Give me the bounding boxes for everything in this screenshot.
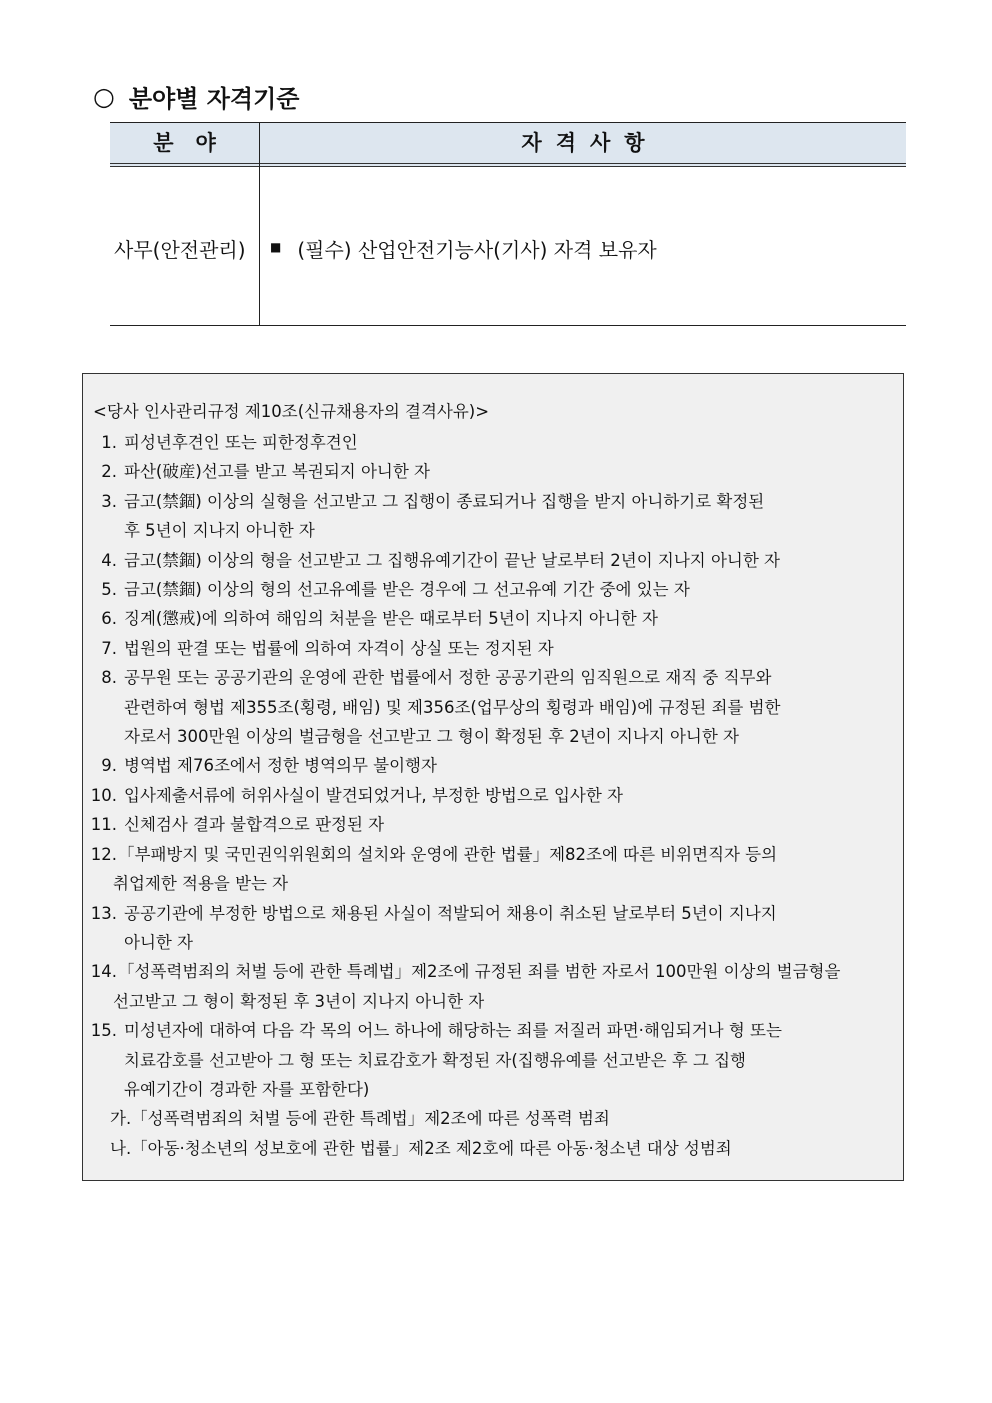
list-item-text: 아니한 자 xyxy=(124,932,194,952)
list-item-number: 14. xyxy=(90,962,117,982)
list-item-text: 「성폭력범죄의 처벌 등에 관한 특례법」제2조에 규정된 죄를 범한 자로서 100만원 이상의 벌금형을 xyxy=(118,962,841,982)
list-item-text: 피성년후견인 또는 피한정후견인 xyxy=(124,433,358,452)
list-item-text: 미성년자에 대하여 다음 각 목의 어느 하나에 해당하는 죄를 저질러 파면·해임되거나 형 또는 xyxy=(124,1021,782,1041)
list-item-number: 3. xyxy=(101,491,117,511)
list-item xyxy=(83,840,903,899)
list-item-text: 공무원 또는 공공기관의 운영에 관한 법률에서 정한 공공기관의 임직원으로 재직 중 직무와 xyxy=(124,668,772,688)
list-item xyxy=(83,663,903,751)
list-item-text: 자로서 300만원 이상의 벌금형을 선고받고 그 형이 확정된 후 2년이 지나지 아니한 자 xyxy=(124,727,739,747)
list-item-text: 병역법 제76조에서 정한 병역의무 불이행자 xyxy=(124,756,437,776)
list-item-text: 관련하여 형법 제355조(횡령, 배임) 및 제356조(업무상의 횡령과 배임)에 규정된 죄를 범한 xyxy=(124,697,781,717)
list-item-text: 입사제출서류에 허위사실이 발견되었거나, 부정한 방법으로 입사한 자 xyxy=(124,785,623,805)
list-item-text: 취업제한 적용을 받는 자 xyxy=(113,874,289,894)
list-item xyxy=(83,575,903,604)
list-item xyxy=(83,810,903,839)
section-heading xyxy=(93,76,299,116)
sub-list-item: 나.「아동·청소년의 성보호에 관한 법률」제2조 제2호에 따른 아동·청소년 대상 성범죄 xyxy=(110,1138,732,1158)
list-item-number: 2. xyxy=(101,462,117,482)
list-item xyxy=(83,1016,903,1104)
column-divider xyxy=(259,123,260,325)
list-item xyxy=(83,751,903,780)
list-item-text: 법원의 판결 또는 법률에 의하여 자격이 상실 또는 정지된 자 xyxy=(124,638,554,658)
list-item-text: 금고(禁錮) 이상의 형의 선고유예를 받은 경우에 그 선고유예 기간 중에 있는 자 xyxy=(124,580,690,600)
list-item-number: 7. xyxy=(101,638,117,658)
list-item-text: 공공기관에 부정한 방법으로 채용된 사실이 적발되어 채용이 취소된 날로부터 5년이 지나지 xyxy=(124,903,777,923)
header-requirements: 자격사항 xyxy=(521,131,659,155)
list-item xyxy=(83,457,903,486)
circle-bullet-icon: ○ xyxy=(93,81,115,111)
list-item-text: 금고(禁錮) 이상의 실형을 선고받고 그 집행이 종료되거나 집행을 받지 아니하기로 확정된 xyxy=(124,491,765,511)
list-item-text: 선고받고 그 형이 확정된 후 3년이 지나지 아니한 자 xyxy=(113,991,485,1011)
list-item xyxy=(83,634,903,663)
list-item-number: 9. xyxy=(101,756,117,776)
section-title: 분야별 자격기준 xyxy=(128,83,300,113)
list-item-text: 「부패방지 및 국민권익위원회의 설치와 운영에 관한 법률」제82조에 따른 비위면직자 등의 xyxy=(118,844,778,864)
requirement-cell xyxy=(270,171,900,325)
list-item-number: 5. xyxy=(101,580,117,600)
disqualification-box xyxy=(82,373,904,1181)
table-header-row xyxy=(110,123,906,167)
list-item xyxy=(83,957,903,1016)
field-cell: 사무(안전관리) xyxy=(114,237,246,262)
list-item-number: 8. xyxy=(101,668,117,688)
sub-list-item: 가.「성폭력범죄의 처벌 등에 관한 특례법」제2조에 따른 성폭력 범죄 xyxy=(110,1109,610,1129)
list-item xyxy=(83,899,903,958)
list-item-number: 1. xyxy=(101,433,117,452)
header-field: 분야 xyxy=(153,131,238,155)
list-item-number: 13. xyxy=(90,903,117,923)
list-item-text: 유예기간이 경과한 자를 포함한다) xyxy=(124,1079,370,1099)
list-item-text: 파산(破産)선고를 받고 복권되지 아니한 자 xyxy=(124,462,430,482)
requirement-text: (필수) 산업안전기능사(기사) 자격 보유자 xyxy=(297,237,657,262)
list-item-text: 금고(禁錮) 이상의 형을 선고받고 그 집행유예기간이 끝난 날로부터 2년이 지나지 아니한 자 xyxy=(124,550,780,570)
list-item xyxy=(83,604,903,633)
disqualification-title: <당사 인사관리규정 제10조(신규채용자의 결격사유)> xyxy=(93,402,490,421)
list-item-number: 10. xyxy=(90,785,117,805)
disqualification-list xyxy=(83,428,903,1163)
list-item-number: 15. xyxy=(90,1021,117,1041)
list-item-number: 12. xyxy=(90,844,117,864)
qualification-table xyxy=(110,122,906,326)
square-bullet-icon: ■ xyxy=(270,240,282,254)
list-item-number: 6. xyxy=(101,609,117,629)
list-item xyxy=(83,428,903,457)
list-item xyxy=(83,546,903,575)
list-item-number: 4. xyxy=(101,550,117,570)
list-item-text: 징계(懲戒)에 의하여 해임의 처분을 받은 때로부터 5년이 지나지 아니한 자 xyxy=(124,609,658,629)
list-item-text: 후 5년이 지나지 아니한 자 xyxy=(124,521,315,541)
list-item xyxy=(83,487,903,546)
list-item-number: 11. xyxy=(90,815,117,835)
list-item-text: 치료감호를 선고받아 그 형 또는 치료감호가 확정된 자(집행유예를 선고받은 후 그 집행 xyxy=(124,1050,746,1070)
list-item xyxy=(83,781,903,810)
list-item-text: 신체검사 결과 불합격으로 판정된 자 xyxy=(124,815,385,835)
